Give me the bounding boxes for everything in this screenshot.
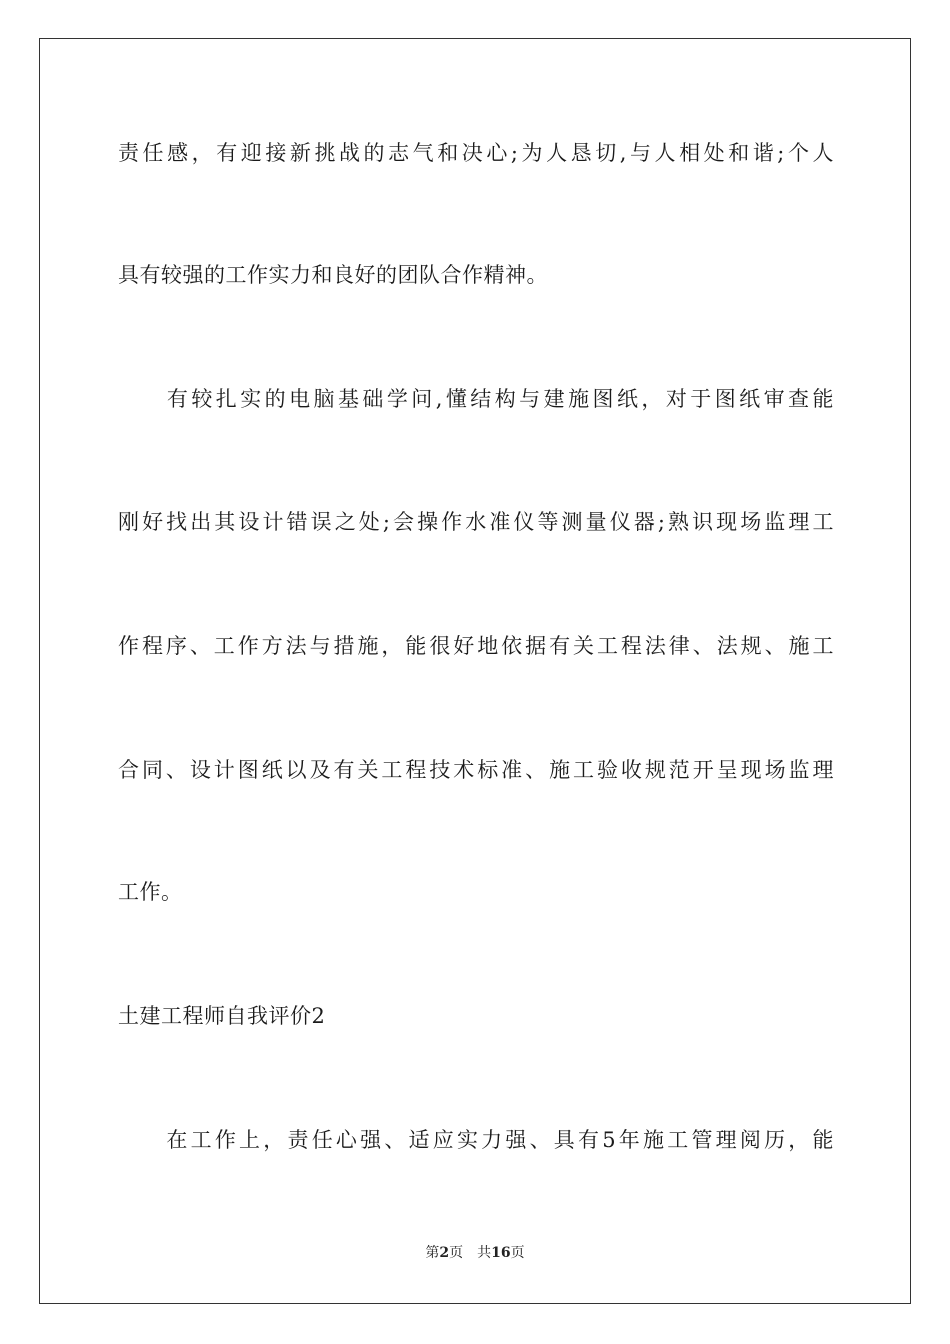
text-line: 工作。 (118, 880, 183, 904)
total-unit: 页 (510, 1245, 525, 1261)
page-footer (0, 1243, 950, 1263)
total-page-count: 16 (491, 1245, 511, 1261)
text-line: 具有较强的工作实力和良好的团队合作精神。 (118, 263, 548, 287)
total-prefix: 共 (477, 1245, 492, 1261)
text-line: 作程序、工作方法与措施，能很好地依据有关工程法律、法规、施工 (118, 634, 834, 658)
text-line: 在工作上，责任心强、适应实力强、具有5年施工管理阅历，能 (118, 1128, 834, 1152)
page-unit: 页 (449, 1245, 464, 1261)
current-page-number: 2 (439, 1245, 450, 1261)
text-line: 刚好找出其设计错误之处;会操作水准仪等测量仪器;熟识现场监理工 (118, 510, 834, 534)
page-prefix: 第 (425, 1245, 440, 1261)
text-line: 合同、设计图纸以及有关工程技术标准、施工验收规范开呈现场监理 (118, 758, 834, 782)
section-heading: 土建工程师自我评价2 (118, 1004, 326, 1028)
text-line: 责任感，有迎接新挑战的志气和决心;为人恳切,与人相处和谐;个人 (118, 141, 834, 165)
page-frame (39, 38, 911, 1304)
text-line: 有较扎实的电脑基础学问,懂结构与建施图纸，对于图纸审查能 (118, 387, 834, 411)
